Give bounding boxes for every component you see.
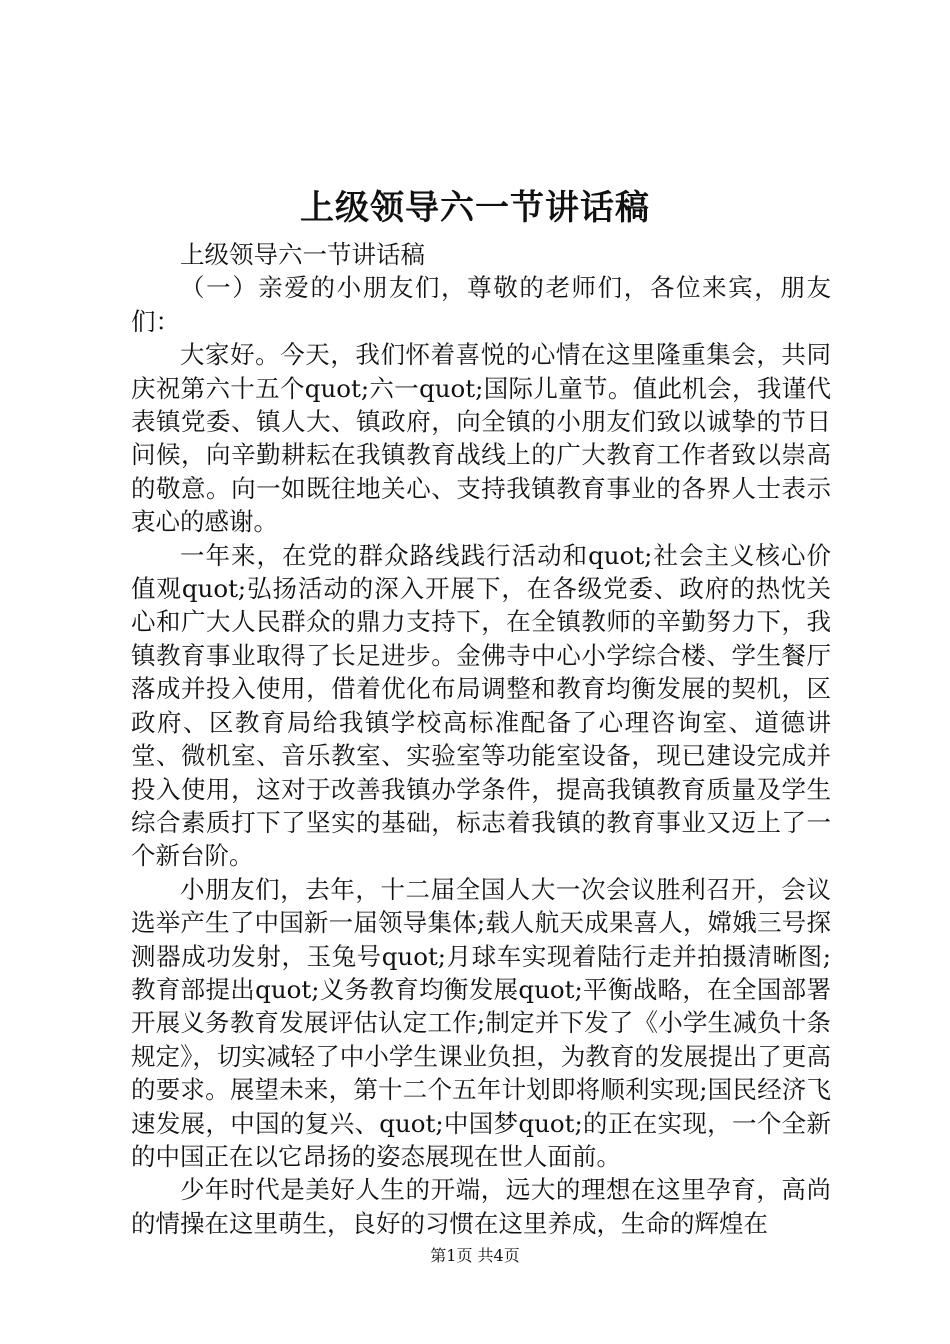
- paragraph-greeting: 大家好。今天，我们怀着喜悦的心情在这里隆重集会，共同庆祝第六十五个quot;六一quot;国际儿童节。值此机会，我谨代表镇党委、镇人大、镇政府，向全镇的小朋友们致以诚挚的节日问候，向辛勤耕耘在我镇教育战线上的广大教育工作者致以崇高的敬意。向一如既往地关心、支持我镇教育事业的各界人士表示衷心的感谢。: [131, 340, 831, 537]
- paragraph-subtitle: 上级领导六一节讲话稿: [180, 240, 425, 269]
- document-body: [131, 238, 831, 1240]
- page-footer: 第1页 共4页: [430, 1246, 520, 1265]
- paragraph-salutation: （一）亲爱的小朋友们，尊敬的老师们，各位来宾，朋友们：: [131, 273, 831, 336]
- document-title: 上级领导六一节讲话稿: [300, 188, 650, 228]
- paragraph-achievements: 一年来，在党的群众路线践行活动和quot;社会主义核心价值观quot;弘扬活动的深入开展下，在各级党委、政府的热忱关心和广大人民群众的鼎力支持下，在全镇教师的辛勤努力下，我镇教育事业取得了长足进步。金佛寺中心小学综合楼、学生餐厅落成并投入使用，借着优化布局调整和教育均衡发展的契机，区政府、区教育局给我镇学校高标准配备了心理咨询室、道德讲堂、微机室、音乐教室、实验室等功能室设备，现已建设完成并投入使用，这对于改善我镇办学条件，提高我镇教育质量及学生综合素质打下了坚实的基础，标志着我镇的教育事业又迈上了一个新台阶。: [131, 540, 831, 871]
- paragraph-youth: 少年时代是美好人生的开端，远大的理想在这里孕育，高尚的情操在这里萌生，良好的习惯在这里养成，生命的辉煌在: [131, 1175, 831, 1238]
- paragraph-national-events: 小朋友们，去年，十二届全国人大一次会议胜利召开，会议选举产生了中国新一届领导集体;载人航天成果喜人，嫦娥三号探测器成功发射，玉兔号quot;月球车实现着陆行走并拍摄清晰图;教育部提出quot;义务教育均衡发展quot;平衡战略，在全国部署开展义务教育发展评估认定工作;制定并下发了《小学生减负十条规定》，切实减轻了中小学生课业负担，为教育的发展提出了更高的要求。展望未来，第十二个五年计划即将顺利实现;国民经济飞速发展，中国的复兴、quot;中国梦quot;的正在实现，一个全新的中国正在以它昂扬的姿态展现在世人面前。: [131, 874, 831, 1171]
